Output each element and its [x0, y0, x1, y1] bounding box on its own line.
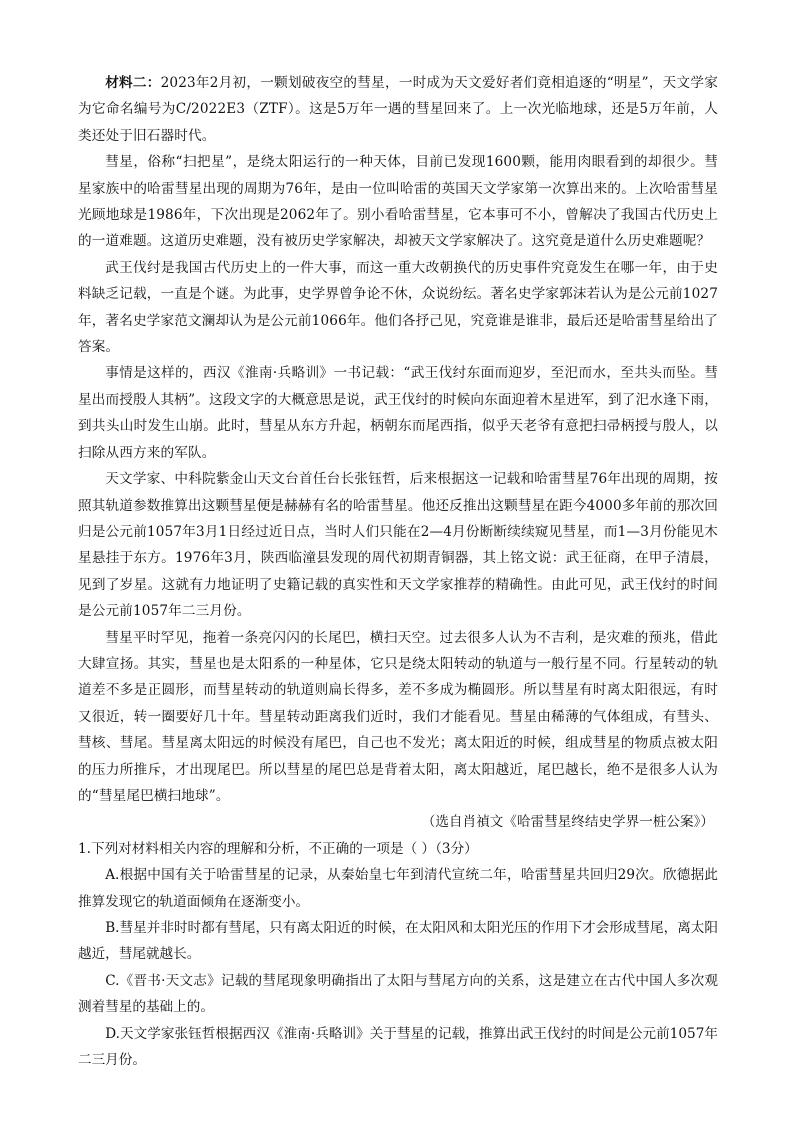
material-label: 材料二：: [105, 75, 161, 91]
material-paragraph-1-text: 2023年2月初，一颗划破夜空的彗星，一时成为天文爱好者们竟相追逐的“明星”，天文学家为它命名编号为C/2022E3（ZTF）。这是5万年一遇的彗星回来了。上一次光临地球，还是5万年前，人类还处于旧石器时代。: [78, 75, 718, 144]
question-stem: 1.下列对材料相关内容的理解和分析，不正确的一项是（ ）（3分）: [78, 840, 478, 857]
option-c: C.《晋书·天文志》记载的彗尾现象明确指出了太阳与彗尾方向的关系，这是建立在古代中国人多次观测着彗星的基础上的。: [78, 972, 718, 1016]
material-paragraph-5: 天文学家、中科院紫金山天文台首任台长张钰哲，后来根据这一记载和哈雷彗星76年出现的周期，按照其轨道参数推算出这颗彗星便是赫赫有名的哈雷彗星。他还反推出这颗彗星在距今4000多年前的那次回归是公元前1057年3月1日经过近日点，当时人们只能在2—4月份断断续续窥见彗星，而1—3月份能见木星悬挂于东方。1976年3月，陕西临潼县发现的周代初期青铜器，其上铭文说：武王征商，在甲子清晨，见到了岁星。这就有力地证明了史籍记载的真实性和天文学家推荐的精确性。由此可见，武王伐纣的时间是公元前1057年二三月份。: [78, 471, 718, 620]
material-paragraph-3: 武王伐纣是我国古代历史上的一件大事，而这一重大改朝换代的历史事件究竟发生在哪一年，由于史料缺乏记载，一直是个谜。为此事，史学界曾争论不休，众说纷纭。著名史学家郭沫若认为是公元前1027年，著名史学家范文澜却认为是公元前1066年。他们各抒己见，究竟谁是谁非，最后还是哈雷彗星给出了答案。: [78, 259, 718, 356]
material-paragraph-1: [78, 70, 718, 149]
material-paragraph-2: 彗星，俗称“扫把星”，是绕太阳运行的一种天体，目前已发现1600颗，能用肉眼看到的却很少。彗星家族中的哈雷彗星出现的周期为76年，是由一位叫哈雷的英国天文学家第一次算出来的。上次哈雷彗星光顾地球是1986年，下次出现是2062年了。别小看哈雷彗星，它本事可不小，曾解决了我国古代历史上的一道难题。这道历史难题，没有被历史学家解决，却被天文学家解决了。这究竟是道什么历史难题呢？: [78, 154, 718, 250]
material-paragraph-6: 彗星平时罕见，拖着一条亮闪闪的长尾巴，横扫天空。过去很多人认为不吉利，是灾难的预兆，借此大肆宣扬。其实，彗星也是太阳系的一种星体，它只是绕太阳转动的轨道与一般行星不同。行星转动的轨道差不多是正圆形，而彗星转动的轨道则扁长得多，差不多成为椭圆形。所以彗星有时离太阳很远，有时又很近，转一圈要好几十年。彗星转动距离我们近时，我们才能看见。彗星由稀薄的气体组成，有彗头、彗核、彗尾。彗星离太阳远的时候没有尾巴，自己也不发光；离太阳近的时候，组成彗星的物质点被太阳的压力所推斥，才出现尾巴。所以彗星的尾巴总是背着太阳，离太阳越近，尾巴越长，绝不是很多人认为的“彗星尾巴横扫地球”。: [78, 629, 718, 804]
material-paragraph-4: 事情是这样的，西汉《淮南·兵略训》一书记载：“武王伐纣东面而迎岁，至汜而水，至共头而坠。彗星出而授殷人其柄”。这段文字的大概意思是说，武王伐纣的时候向东面迎着木星进军，到了汜水逢下雨，到共头山时发生山崩。此时，彗星从东方升起，柄朝东而尾西指，似乎天老爷有意把扫帚柄授与殷人，以扫除从西方来的军队。: [78, 365, 718, 461]
option-d: D.天文学家张钰哲根据西汉《淮南·兵略训》关于彗星的记载，推算出武王伐纣的时间是公元前1057年二三月份。: [78, 1025, 718, 1069]
option-b: B.彗星并非时时都有彗尾，只有离太阳近的时候，在太阳风和太阳光压的作用下才会形成彗尾，离太阳越近，彗尾就越长。: [78, 920, 718, 963]
document-page: [78, 70, 718, 1073]
option-a: A.根据中国有关于哈雷彗星的记录，从秦始皇七年到清代宣统二年，哈雷彗星共回归29次。欣德据此推算发现它的轨道面倾角在逐渐变小。: [78, 867, 718, 910]
source-citation: （选自肖禎文《哈雷彗星终结史学界一桩公案》）: [421, 814, 714, 831]
